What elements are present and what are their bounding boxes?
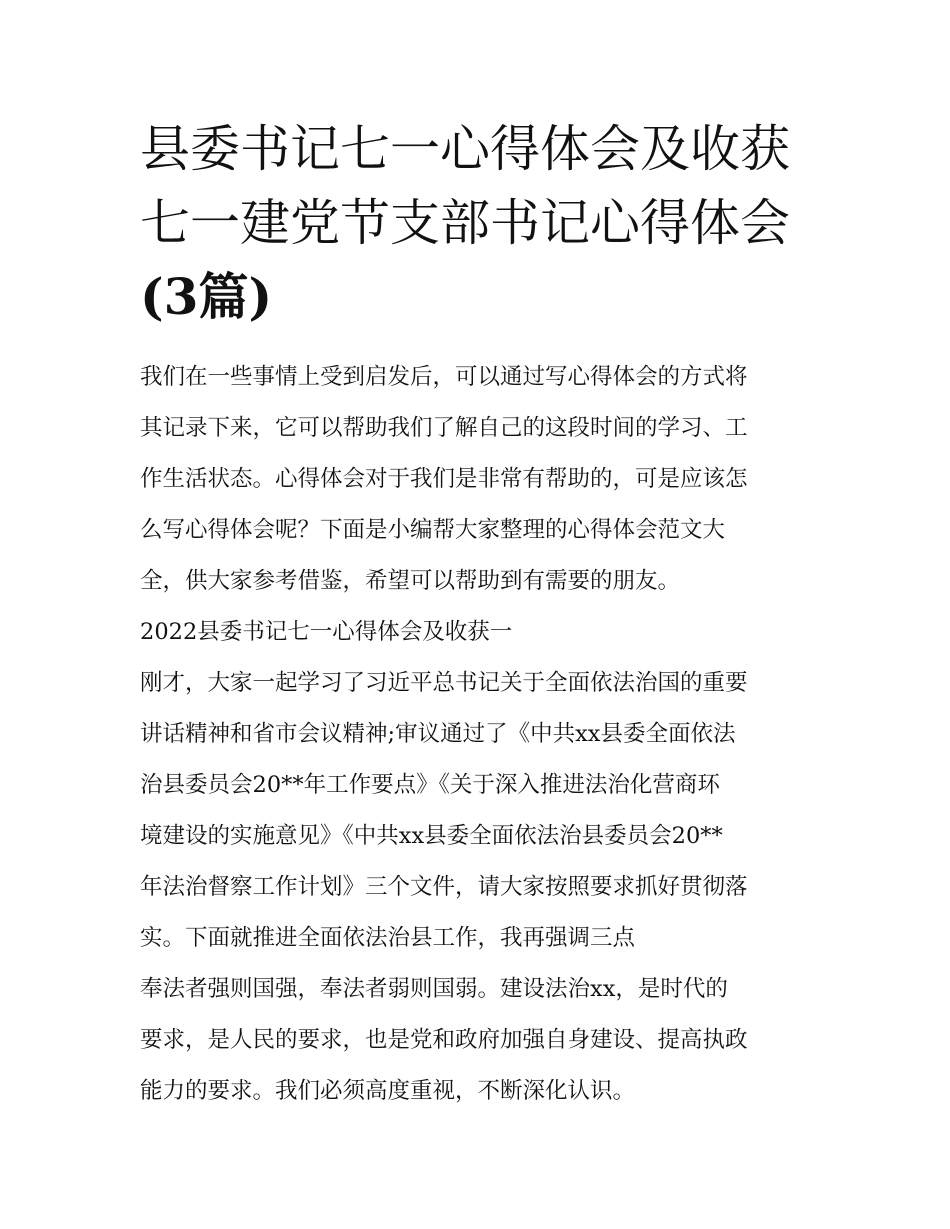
section-heading: 2022县委书记七一心得体会及收获一: [140, 619, 513, 645]
text-line: 年法治督察工作计划》三个文件，请大家按照要求抓好贯彻落: [140, 874, 748, 900]
title-line: 七一建党节支部书记心得体会: [140, 194, 790, 252]
text-line: 全，供大家参考借鉴，希望可以帮助到有需要的朋友。: [140, 568, 681, 594]
text-line: 刚才，大家一起学习了习近平总书记关于全面依法治国的重要: [140, 670, 748, 696]
title-line: (3篇): [140, 267, 273, 326]
document-page: [140, 112, 820, 1117]
body-paragraph: [140, 964, 820, 1117]
text-line: 我们在一些事情上受到启发后，可以通过写心得体会的方式将: [140, 364, 748, 390]
text-line: 治县委员会20**年工作要点》《关于深入推进法治化营商环: [140, 772, 720, 798]
text-line: 要求，是人民的要求，也是党和政府加强自身建设、提高执政: [140, 1027, 748, 1053]
text-line: 么写心得体会呢？下面是小编帮大家整理的心得体会范文大: [140, 517, 726, 543]
text-line: 奉法者强则国强，奉法者弱则国弱。建设法治xx，是时代的: [140, 976, 728, 1002]
text-line: 作生活状态。心得体会对于我们是非常有帮助的，可是应该怎: [140, 466, 748, 492]
title-line: 县委书记七一心得体会及收获: [140, 120, 790, 178]
text-line: 能力的要求。我们必须高度重视，不断深化认识。: [140, 1078, 636, 1104]
intro-paragraph: [140, 352, 820, 607]
text-line: 其记录下来，它可以帮助我们了解自己的这段时间的学习、工: [140, 415, 748, 441]
text-line: 讲话精神和省市会议精神;审议通过了《中共xx县委全面依法: [140, 721, 736, 747]
text-line: 实。下面就推进全面依法治县工作，我再强调三点: [140, 925, 636, 951]
document-title: [140, 112, 820, 334]
body-paragraph: [140, 658, 820, 964]
text-line: 境建设的实施意见》《中共xx县委全面依法治县委员会20**: [140, 823, 723, 849]
